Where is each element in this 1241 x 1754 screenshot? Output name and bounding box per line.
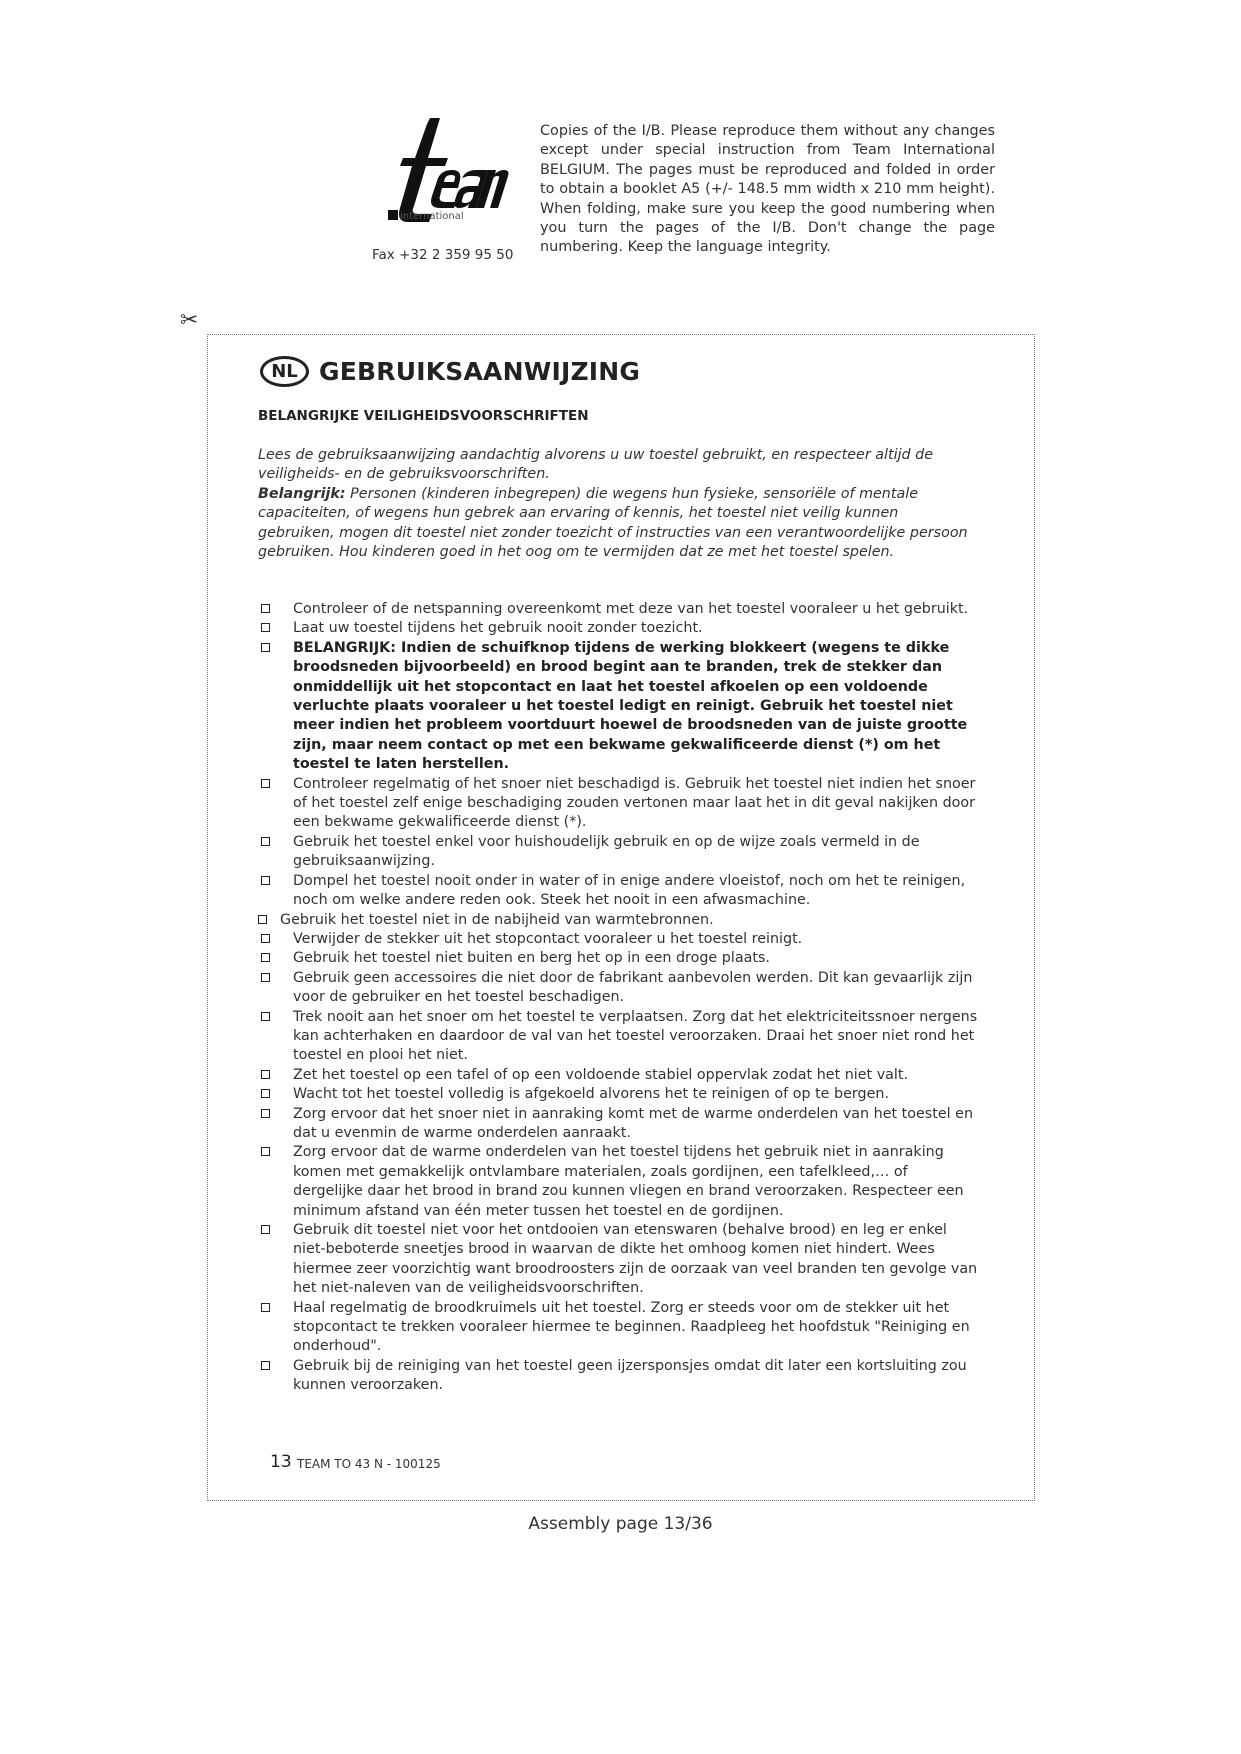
checkbox-bullet-icon bbox=[258, 915, 267, 924]
checkbox-bullet-icon bbox=[261, 1303, 270, 1312]
checkbox-bullet-icon bbox=[261, 1225, 270, 1234]
list-item: Gebruik bij de reiniging van het toestel geen ijzersponsjes omdat dit later een kortsluiting zou kunnen veroorzaken. bbox=[258, 1357, 980, 1396]
list-item: Gebruik het toestel enkel voor huishoudelijk gebruik en op de wijze zoals vermeld in de gebruiksaanwijzing. bbox=[258, 833, 980, 872]
list-item: Haal regelmatig de broodkruimels uit het toestel. Zorg er steeds voor om de stekker uit het stopcontact te trekken vooraleer hiermee te beginnen. Raadpleeg het hoofdstuk "Reiniging en onderhoud". bbox=[258, 1299, 980, 1357]
list-item: Laat uw toestel tijdens het gebruik nooit zonder toezicht. bbox=[258, 619, 980, 638]
important-text: Personen (kinderen inbegrepen) die wegens hun fysieke, sensoriële of mentale capaciteiten, of wegens hun gebrek aan ervaring of kennis, het toestel niet veilig kunnen gebruiken, mogen dit toestel niet zonder toezicht of instructies van een verantwoordelijke persoon gebruiken. Hou kinderen goed in het oog om te vermijden dat ze met het toestel spelen. bbox=[258, 485, 968, 561]
list-item: Zet het toestel op een tafel of op een voldoende stabiel oppervlak zodat het niet valt. bbox=[258, 1066, 980, 1085]
checkbox-bullet-icon bbox=[261, 876, 270, 885]
language-badge: NL bbox=[260, 356, 309, 387]
reproduction-instructions: Copies of the I/B. Please reproduce them without any changes except under special instruction from Team International BELGIUM. The pages must be reproduced and folded in order to obtain a booklet A5 (+/- 148.5 mm width x 210 mm height). When folding, make sure you keep the good numbering when you turn the pages of the I/B. Don't change the page numbering. Keep the language integrity. bbox=[540, 123, 995, 256]
intro-paragraph: Lees de gebruiksaanwijzing aandachtig alvorens u uw toestel gebruikt, en respecteer altijd de veiligheids- en de gebruiksvoorschriften. bbox=[258, 447, 934, 483]
list-item: Wacht tot het toestel volledig is afgekoeld alvorens het te reinigen of op te bergen. bbox=[258, 1085, 980, 1104]
checkbox-bullet-icon bbox=[261, 934, 270, 943]
list-item: Gebruik geen accessoires die niet door de fabrikant aanbevolen werden. Dit kan gevaarlijk zijn voor de gebruiker en het toestel beschadigen. bbox=[258, 969, 980, 1008]
language-heading bbox=[260, 356, 640, 387]
list-item: Gebruik het toestel niet in de nabijheid van warmtebronnen. bbox=[258, 911, 980, 930]
model-code: TEAM TO 43 N - 100125 bbox=[297, 1457, 441, 1471]
team-international-logo bbox=[370, 118, 510, 228]
checkbox-bullet-icon bbox=[261, 623, 270, 632]
checkbox-bullet-icon bbox=[261, 1147, 270, 1156]
list-item: Controleer regelmatig of het snoer niet beschadigd is. Gebruik het toestel niet indien het snoer of het toestel zelf enige beschadiging zouden vertonen maar laat het in dit geval nakijken door een bekwame gekwalificeerde dienst (*). bbox=[258, 775, 980, 833]
list-item: Gebruik dit toestel niet voor het ontdooien van etenswaren (behalve brood) en leg er enkel niet-beboterde sneetjes brood in waarvan de dikte het omhoog komen niet hindert. Wees hiermee zeer voorzichtig want broodroosters zijn de oorzaak van veel branden ten gevolge van het niet-naleven van de veiligheidsvoorschriften. bbox=[258, 1221, 980, 1299]
intro-text bbox=[258, 446, 978, 562]
list-item: Zorg ervoor dat de warme onderdelen van het toestel tijdens het gebruik niet in aanraking komen met gemakkelijk ontvlambare materialen, zoals gordijnen, een tafelkleed,… of dergelijke daar het brood in brand zou kunnen vliegen en brand veroorzaken. Respecteer een minimum afstand van één meter tussen het toestel en de gordijnen. bbox=[258, 1143, 980, 1221]
important-label: Belangrijk: bbox=[258, 485, 346, 502]
list-item: Gebruik het toestel niet buiten en berg het op in een droge plaats. bbox=[258, 949, 980, 968]
list-item: Verwijder de stekker uit het stopcontact vooraleer u het toestel reinigt. bbox=[258, 930, 980, 949]
checkbox-bullet-icon bbox=[261, 1361, 270, 1370]
checkbox-bullet-icon bbox=[261, 1109, 270, 1118]
checkbox-bullet-icon bbox=[261, 643, 270, 652]
checkbox-bullet-icon bbox=[261, 604, 270, 613]
assembly-page-label: Assembly page 13/36 bbox=[528, 1514, 713, 1534]
logo-subtext: international bbox=[400, 211, 464, 222]
checkbox-bullet-icon bbox=[261, 779, 270, 788]
checkbox-bullet-icon bbox=[261, 837, 270, 846]
checkbox-bullet-icon bbox=[261, 953, 270, 962]
section-title: BELANGRIJKE VEILIGHEIDSVOORSCHRIFTEN bbox=[258, 408, 589, 424]
page-title: GEBRUIKSAANWIJZING bbox=[319, 357, 641, 386]
list-item: Zorg ervoor dat het snoer niet in aanraking komt met de warme onderdelen van het toestel en dat u evenmin de warme onderdelen aanraakt. bbox=[258, 1105, 980, 1144]
list-item: BELANGRIJK: Indien de schuifknop tijdens de werking blokkeert (wegens te dikke broodsneden bijvoorbeeld) en brood begint aan te branden, trek de stekker dan onmiddellijk uit het stopcontact en laat het toestel afkoelen op een voldoende verluchte plaats vooraleer u het toestel ledigt en reinigt. Gebruik het toestel niet meer indien het probleem voortduurt hoewel de broodsneden van de juiste grootte zijn, maar neem contact op met een bekwame gekwalificeerde dienst (*) om het toestel te laten herstellen. bbox=[258, 639, 980, 775]
checkbox-bullet-icon bbox=[261, 973, 270, 982]
fax-number: Fax +32 2 359 95 50 bbox=[372, 247, 514, 263]
list-item: Controleer of de netspanning overeenkomt met deze van het toestel vooraleer u het gebruikt. bbox=[258, 600, 980, 619]
list-item: Dompel het toestel nooit onder in water of in enige andere vloeistof, noch om het te reinigen, noch om welke andere reden ook. Steek het nooit in een afwasmachine. bbox=[258, 872, 980, 911]
checkbox-bullet-icon bbox=[261, 1012, 270, 1021]
checkbox-bullet-icon bbox=[261, 1070, 270, 1079]
list-item: Trek nooit aan het snoer om het toestel te verplaatsen. Zorg dat het elektriciteitssnoer nergens kan achterhaken en daardoor de val van het toestel veroorzaken. Draai het snoer niet rond het toestel en plooi het niet. bbox=[258, 1008, 980, 1066]
checkbox-bullet-icon bbox=[261, 1089, 270, 1098]
scissors-icon: ✂ bbox=[180, 308, 199, 333]
safety-list bbox=[258, 600, 980, 1396]
page-number: 13 bbox=[270, 1452, 292, 1472]
